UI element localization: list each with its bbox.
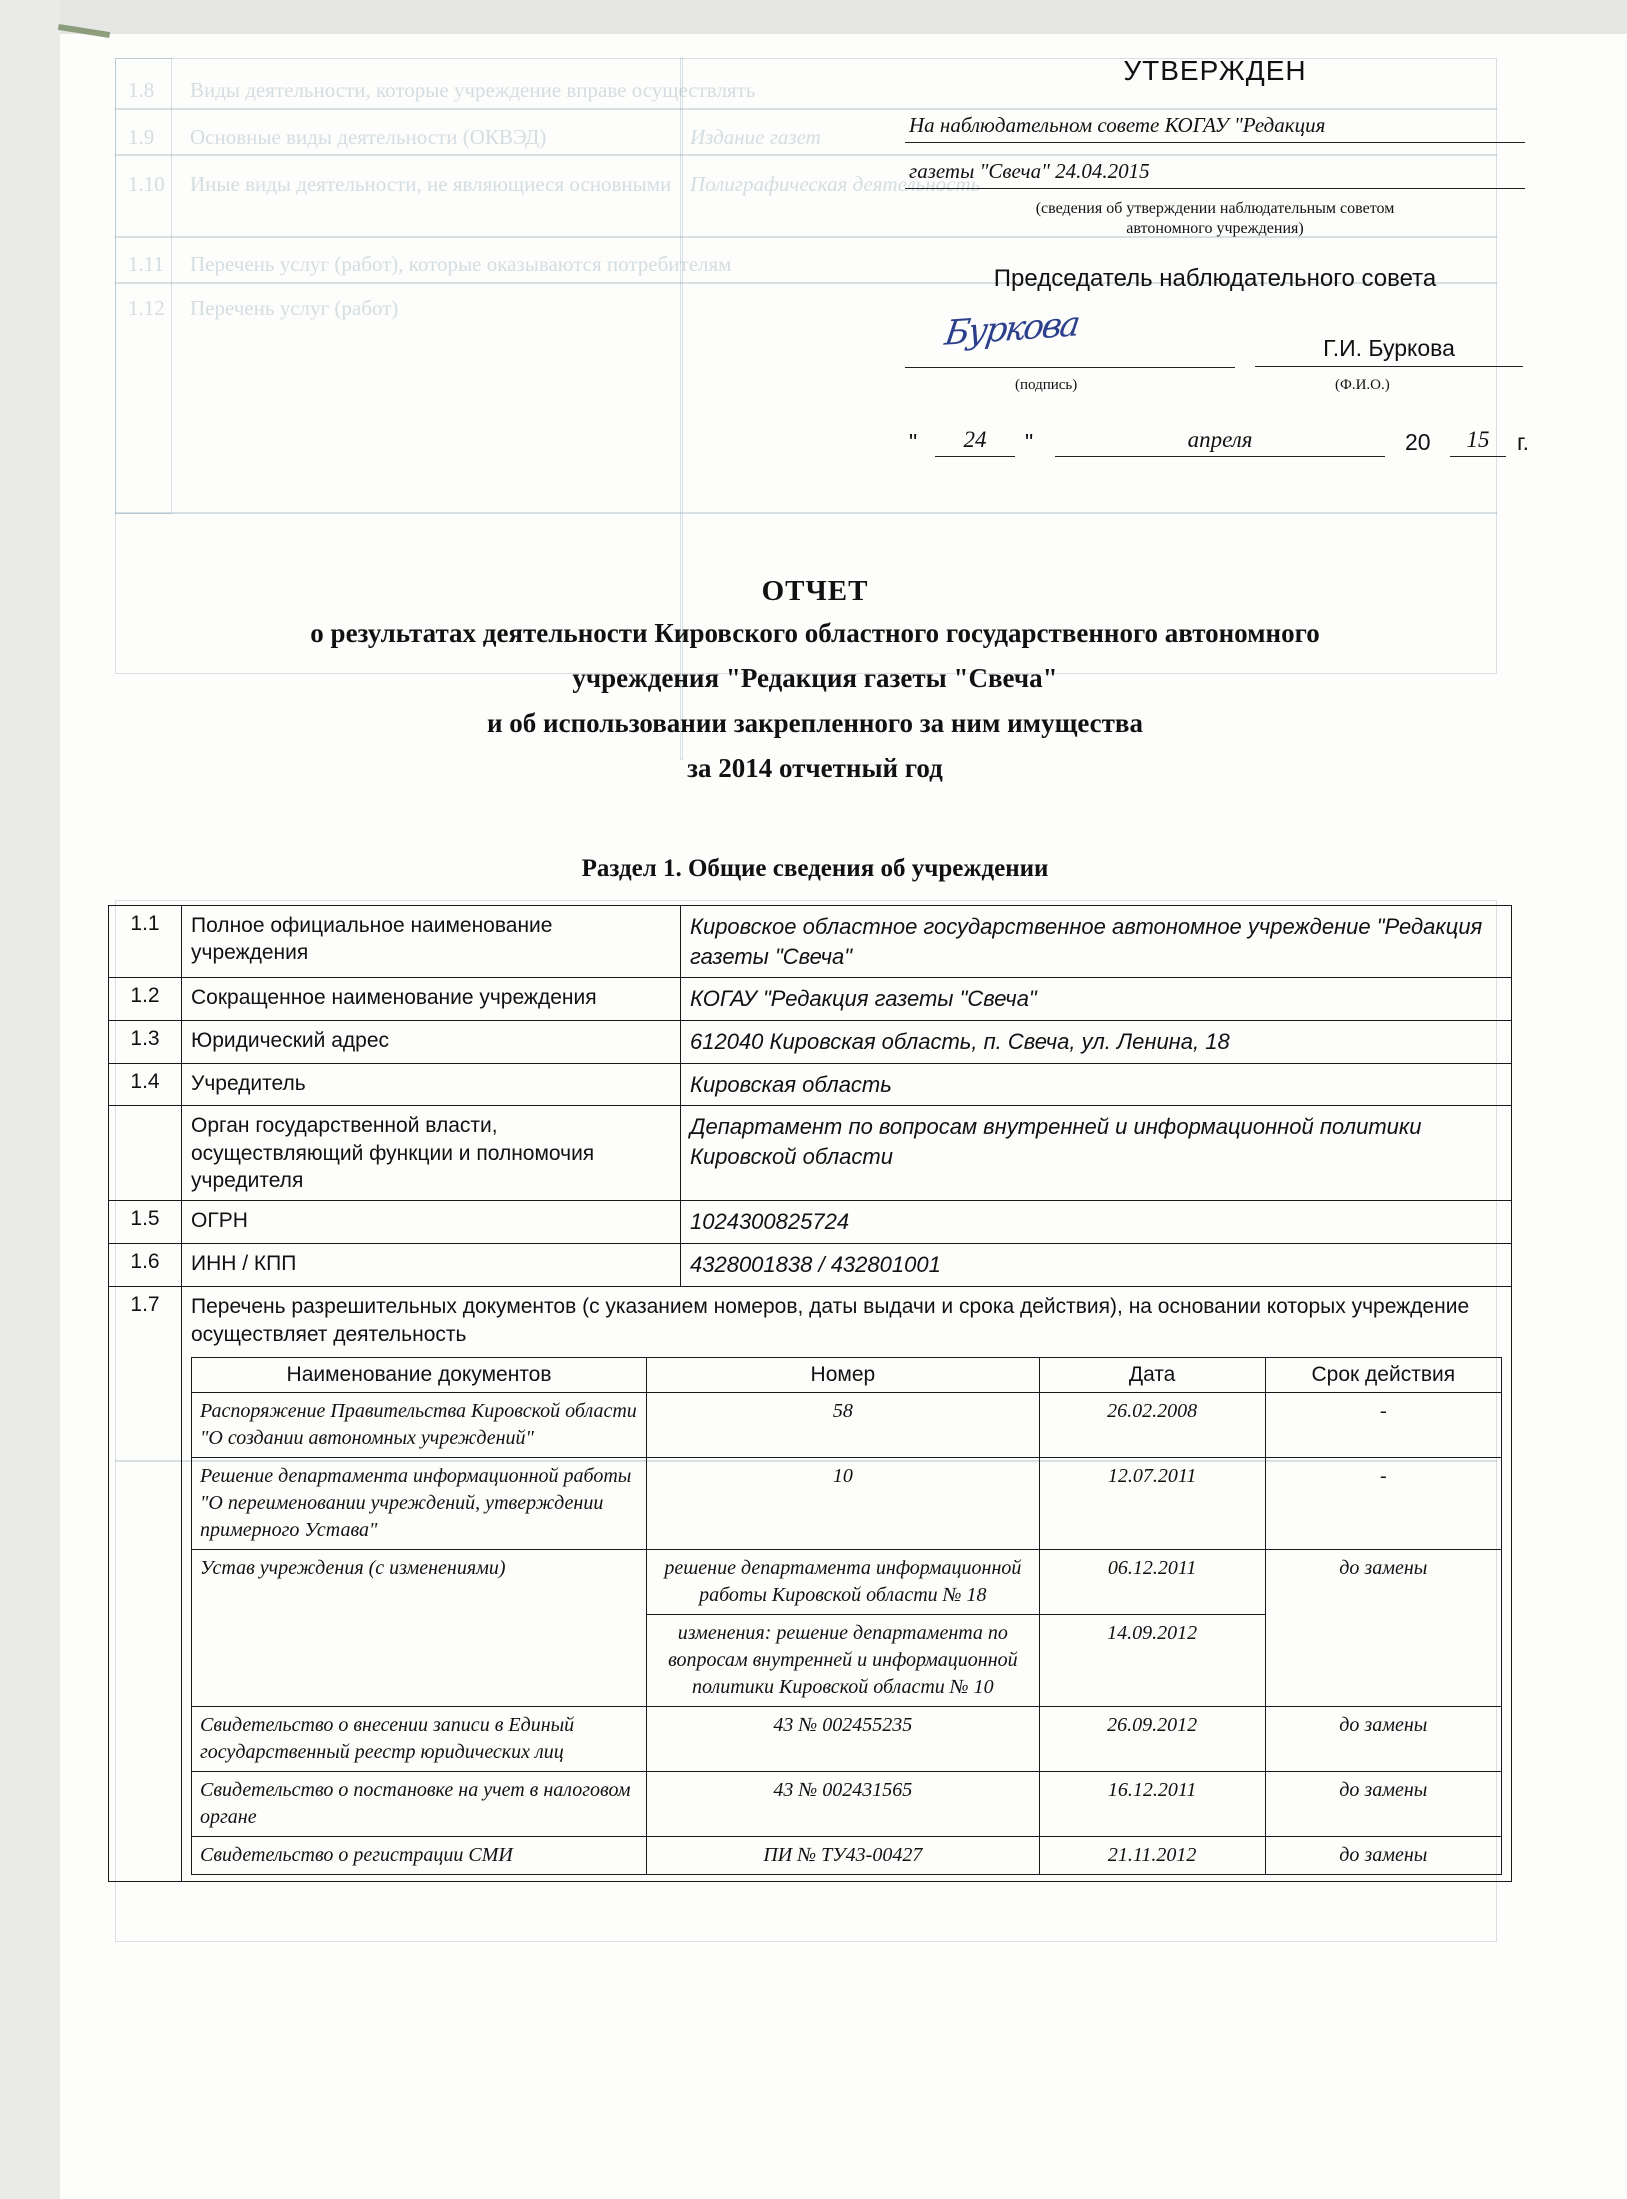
permit-date: 12.07.2011 xyxy=(1039,1458,1265,1550)
row-value: Кировское областное государственное автономное учреждение "Редакция газеты "Свеча" xyxy=(681,906,1512,978)
table-row xyxy=(109,1201,1512,1244)
row-number: 1.6 xyxy=(109,1244,182,1287)
chairman-title: Председатель наблюдательного совета xyxy=(993,265,1437,292)
title-line-1: о результатах деятельности Кировского областного государственного автономного xyxy=(310,618,1320,648)
approval-heading: УТВЕРЖДЕН xyxy=(1123,55,1307,86)
permit-term: до замены xyxy=(1265,1837,1501,1875)
signature-captions xyxy=(905,377,1525,399)
bleed-text: 1.10 xyxy=(128,172,165,196)
row-number: 1.4 xyxy=(109,1063,182,1106)
permit-name: Распоряжение Правительства Кировской области "О создании автономных учреждений" xyxy=(192,1393,647,1458)
permit-name: Свидетельство о регистрации СМИ xyxy=(192,1837,647,1875)
title-line-3: и об использовании закрепленного за ним имущества xyxy=(486,708,1144,739)
permit-term: до замены xyxy=(1265,1550,1501,1707)
bleed-text: 1.11 xyxy=(128,252,164,276)
approval-note-line-2: автономного учреждения) xyxy=(1126,220,1304,237)
row-number: 1.5 xyxy=(109,1201,182,1244)
row-value: 1024300825724 xyxy=(681,1201,1512,1244)
row-label: ОГРН xyxy=(182,1201,681,1244)
permit-term: - xyxy=(1265,1393,1501,1458)
permits-cell xyxy=(182,1286,1512,1882)
bleed-text: Перечень услуг (работ) xyxy=(190,296,399,320)
signatory-name: Г.И. Буркова xyxy=(1255,327,1523,367)
signature-field xyxy=(905,304,1235,368)
row-label: ИНН / КПП xyxy=(182,1244,681,1287)
approval-date-row xyxy=(905,425,1529,471)
bleed-text: Издание газет xyxy=(690,125,821,149)
permit-term: - xyxy=(1265,1458,1501,1550)
general-info-table xyxy=(108,905,1512,1882)
row-number: 1.7 xyxy=(109,1286,182,1882)
approval-year: 15 xyxy=(1450,427,1506,457)
permit-number: ПИ № ТУ43-00427 xyxy=(647,1837,1040,1875)
bleed-text: 1.9 xyxy=(128,125,155,149)
approval-line-1: На наблюдательном совете КОГАУ "Редакция xyxy=(905,109,1525,143)
handwritten-signature: Буркова xyxy=(942,304,1081,354)
document-title xyxy=(120,575,1510,789)
table-row xyxy=(109,906,1512,978)
permit-date: 06.12.2011 xyxy=(1039,1550,1265,1615)
permit-date: 26.09.2012 xyxy=(1039,1707,1265,1772)
permit-number: 58 xyxy=(647,1393,1040,1458)
permit-name: Устав учреждения (с изменениями) xyxy=(192,1550,647,1707)
title-line-2: учреждения "Редакция газеты "Свеча" xyxy=(572,663,1058,694)
row-value: 4328001838 / 432801001 xyxy=(681,1244,1512,1287)
permit-date: 16.12.2011 xyxy=(1039,1772,1265,1837)
permit-number: 43 № 002455235 xyxy=(647,1707,1040,1772)
row-number xyxy=(109,1106,182,1201)
year-prefix: 20 xyxy=(1405,429,1431,455)
permits-row xyxy=(192,1393,1502,1458)
permits-row xyxy=(192,1707,1502,1772)
permits-col-name: Наименование документов xyxy=(192,1358,647,1393)
row-label: Учредитель xyxy=(182,1063,681,1106)
row-number: 1.1 xyxy=(109,906,182,978)
table-row-permits xyxy=(109,1286,1512,1882)
permit-name: Свидетельство о постановке на учет в налоговом органе xyxy=(192,1772,647,1837)
row-value: Кировская область xyxy=(681,1063,1512,1106)
quote-open: " xyxy=(909,429,918,455)
approval-day: 24 xyxy=(935,427,1015,457)
caption-fio: (Ф.И.О.) xyxy=(1335,377,1390,393)
permit-name: Решение департамента информационной работы "О переименовании учреждений, утверждении примерного Устава" xyxy=(192,1458,647,1550)
table-row xyxy=(109,1106,1512,1201)
permits-row xyxy=(192,1550,1502,1615)
caption-signature: (подпись) xyxy=(1015,377,1078,393)
permits-header-row xyxy=(192,1358,1502,1393)
approval-note xyxy=(905,199,1525,239)
permits-label: Перечень разрешительных документов (с указанием номеров, даты выдачи и срока действия), на основании которых учреждение осуществляет деятельность xyxy=(191,1294,1470,1347)
permit-term: до замены xyxy=(1265,1707,1501,1772)
permit-name: Свидетельство о внесении записи в Единый государственный реестр юридических лиц xyxy=(192,1707,647,1772)
section-heading: Раздел 1. Общие сведения об учреждении xyxy=(581,855,1049,882)
row-value: 612040 Кировская область, п. Свеча, ул. Ленина, 18 xyxy=(681,1021,1512,1064)
table-row xyxy=(109,978,1512,1021)
row-label: Сокращенное наименование учреждения xyxy=(182,978,681,1021)
permit-date: 14.09.2012 xyxy=(1039,1615,1265,1707)
row-label: Орган государственной власти, осуществляющий функции и полномочия учредителя xyxy=(182,1106,681,1201)
row-label: Юридический адрес xyxy=(182,1021,681,1064)
table-row xyxy=(109,1021,1512,1064)
bleed-text: Виды деятельности, которые учреждение вправе осуществлять xyxy=(190,78,756,102)
table-row xyxy=(109,1063,1512,1106)
permits-row xyxy=(192,1837,1502,1875)
approval-block xyxy=(905,55,1529,471)
bleed-text: Перечень услуг (работ), которые оказываются потребителям xyxy=(190,252,732,276)
permit-term: до замены xyxy=(1265,1772,1501,1837)
bleed-text: Основные виды деятельности (ОКВЭД) xyxy=(190,125,547,149)
title-line-0: ОТЧЕТ xyxy=(761,575,869,607)
table-row xyxy=(109,1244,1512,1287)
permit-date: 26.02.2008 xyxy=(1039,1393,1265,1458)
permit-date: 21.11.2012 xyxy=(1039,1837,1265,1875)
approval-line-2: газеты "Свеча" 24.04.2015 xyxy=(905,155,1525,189)
signature-row xyxy=(905,304,1525,377)
bleed-text: 1.12 xyxy=(128,296,165,320)
quote-close: " xyxy=(1025,429,1034,455)
bleed-text: 1.8 xyxy=(128,78,155,102)
bleed-text: Иные виды деятельности, не являющиеся основными xyxy=(190,172,672,196)
permit-number: 10 xyxy=(647,1458,1040,1550)
permit-number: 43 № 002431565 xyxy=(647,1772,1040,1837)
title-line-4: за 2014 отчетный год xyxy=(687,753,943,784)
permits-col-term: Срок действия xyxy=(1265,1358,1501,1393)
row-number: 1.3 xyxy=(109,1021,182,1064)
permits-table xyxy=(191,1357,1502,1875)
row-label: Полное официальное наименование учреждения xyxy=(182,906,681,978)
permit-number: решение департамента информационной работы Кировской области № 18 xyxy=(647,1550,1040,1615)
approval-month: апреля xyxy=(1055,427,1385,457)
row-value: Департамент по вопросам внутренней и информационной политики Кировской области xyxy=(681,1106,1512,1201)
approval-note-line-1: (сведения об утверждении наблюдательным советом xyxy=(1035,200,1395,217)
year-suffix: г. xyxy=(1517,429,1529,455)
permits-col-date: Дата xyxy=(1039,1358,1265,1393)
row-number: 1.2 xyxy=(109,978,182,1021)
bleed-text: Полиграфическая деятельность xyxy=(690,172,981,196)
permits-col-number: Номер xyxy=(647,1358,1040,1393)
row-value: КОГАУ "Редакция газеты "Свеча" xyxy=(681,978,1512,1021)
permits-row xyxy=(192,1458,1502,1550)
permit-number: изменения: решение департамента по вопросам внутренней и информационной политики Кировской области № 10 xyxy=(647,1615,1040,1707)
permits-row xyxy=(192,1772,1502,1837)
